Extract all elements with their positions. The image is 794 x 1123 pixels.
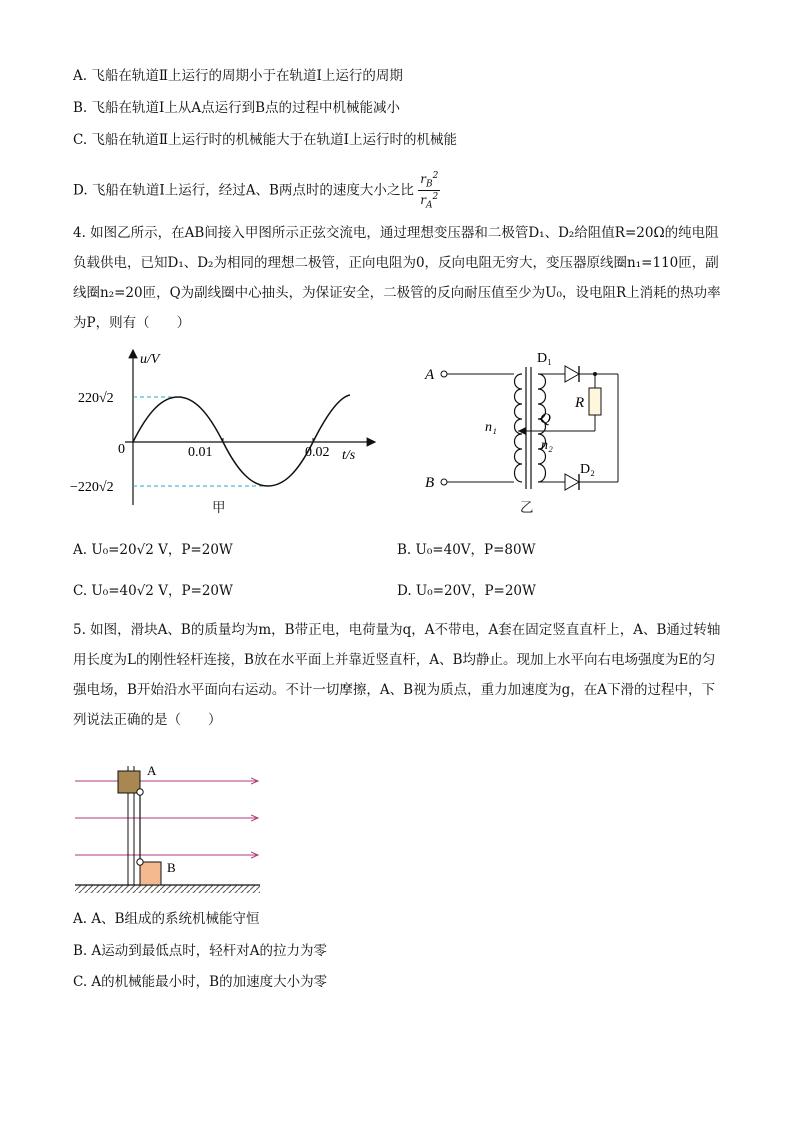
q3-option-d[interactable]: [73, 170, 440, 212]
joint-a: [137, 789, 143, 795]
circuit-label-a: A: [425, 367, 435, 383]
diode-d2: [565, 474, 579, 490]
circuit-label-n1: n₁: [485, 420, 497, 435]
q5-option-c[interactable]: C. A的机械能最小时，B的加速度大小为零: [73, 974, 328, 990]
joint-b: [137, 859, 143, 865]
circuit-label-q: Q: [540, 411, 551, 427]
transformer-circuit: [420, 345, 630, 495]
graph-origin: 0: [118, 442, 125, 457]
circuit-label-d2: D₂: [580, 462, 595, 477]
terminal-a-node: [441, 371, 447, 377]
block-a-label: A: [147, 763, 157, 778]
block-b-label: B: [167, 860, 176, 875]
q4-stem: 4. 如图乙所示，在AB间接入甲图所示正弦交流电，通过理想变压器和二极管D₁、D₂给阻值R=20Ω的纯电阻负载供电，已知D₁、D₂为相同的理想二极管，正向电阻为0，反向电阻无穷大，变压器原线圈n₁=110匝，副线圈n₂=20匝，Q为副线圈中心抽头，为保证安全，二极管的反向耐压值至少为U₀，设电阻R上消耗的热功率为P，则有（ ）: [73, 225, 721, 331]
q4-option-d[interactable]: D. U₀=20V，P=20W: [397, 583, 536, 599]
block-a: [118, 771, 140, 793]
graph-min-label: −220√2: [70, 480, 114, 495]
q5-option-a[interactable]: A. A、B组成的系统机械能守恒: [73, 911, 260, 927]
ground-hatch: [75, 885, 260, 893]
q4-option-c[interactable]: C. U₀=40√2 V，P=20W: [73, 583, 233, 599]
q3-option-d-text: D. 飞船在轨道Ⅰ上运行，经过A、B两点时的速度大小之比: [73, 182, 414, 199]
radius-ratio-fraction: $\frac{r_B^2}{r_A^2}$: [420, 171, 439, 211]
voltage-graph: [70, 345, 370, 520]
primary-coil: [515, 374, 523, 482]
circuit-label-b: B: [425, 475, 435, 491]
circuit-label-d1: D₁: [537, 351, 552, 366]
q3-option-b[interactable]: B. 飞船在轨道Ⅰ上从A点运行到B点的过程中机械能减小: [73, 100, 401, 116]
q4-option-a[interactable]: A. U₀=20√2 V，P=20W: [73, 542, 233, 558]
slider-rod-figure: [70, 758, 270, 898]
block-b: [140, 862, 161, 885]
graph-tick-001: 0.01: [188, 445, 213, 460]
graph-tick-002: 0.02: [305, 445, 330, 460]
circuit-label-r: R: [575, 395, 585, 411]
graph-x-label: t/s: [342, 448, 356, 463]
q3-option-a[interactable]: A. 飞船在轨道Ⅱ上运行的周期小于在轨道Ⅰ上运行的周期: [73, 68, 403, 84]
resistor-r: [589, 388, 601, 415]
q5-option-b[interactable]: B. A运动到最低点时，轻杆对A的拉力为零: [73, 943, 328, 959]
graph-caption: 甲: [212, 500, 226, 516]
terminal-b-node: [441, 479, 447, 485]
diode-d1: [565, 366, 579, 382]
circuit-caption: 乙: [520, 500, 534, 516]
graph-y-label: u/V: [140, 352, 160, 367]
q5-stem: 5. 如图，滑块A、B的质量均为m，B带正电，电荷量为q，A不带电，A套在固定竖直直杆上，A、B通过转轴用长度为L的刚性轻杆连接，B放在水平面上并靠近竖直杆，A、B均静止。现加上水平向右电场强度为E的匀强电场，B开始沿水平面向右运动。不计一切摩擦，A、B视为质点，重力加速度为g，在A下滑的过程中，下列说法正确的是（ ）: [73, 622, 721, 728]
sine-curve: [133, 395, 350, 486]
graph-max-label: 220√2: [78, 391, 114, 406]
circuit-label-n2: n₂: [541, 438, 553, 453]
q4-option-b[interactable]: B. U₀=40V，P=80W: [397, 542, 536, 558]
secondary-coil: [538, 374, 546, 482]
q3-option-c[interactable]: C. 飞船在轨道Ⅱ上运行时的机械能大于在轨道Ⅰ上运行时的机械能: [73, 132, 457, 148]
